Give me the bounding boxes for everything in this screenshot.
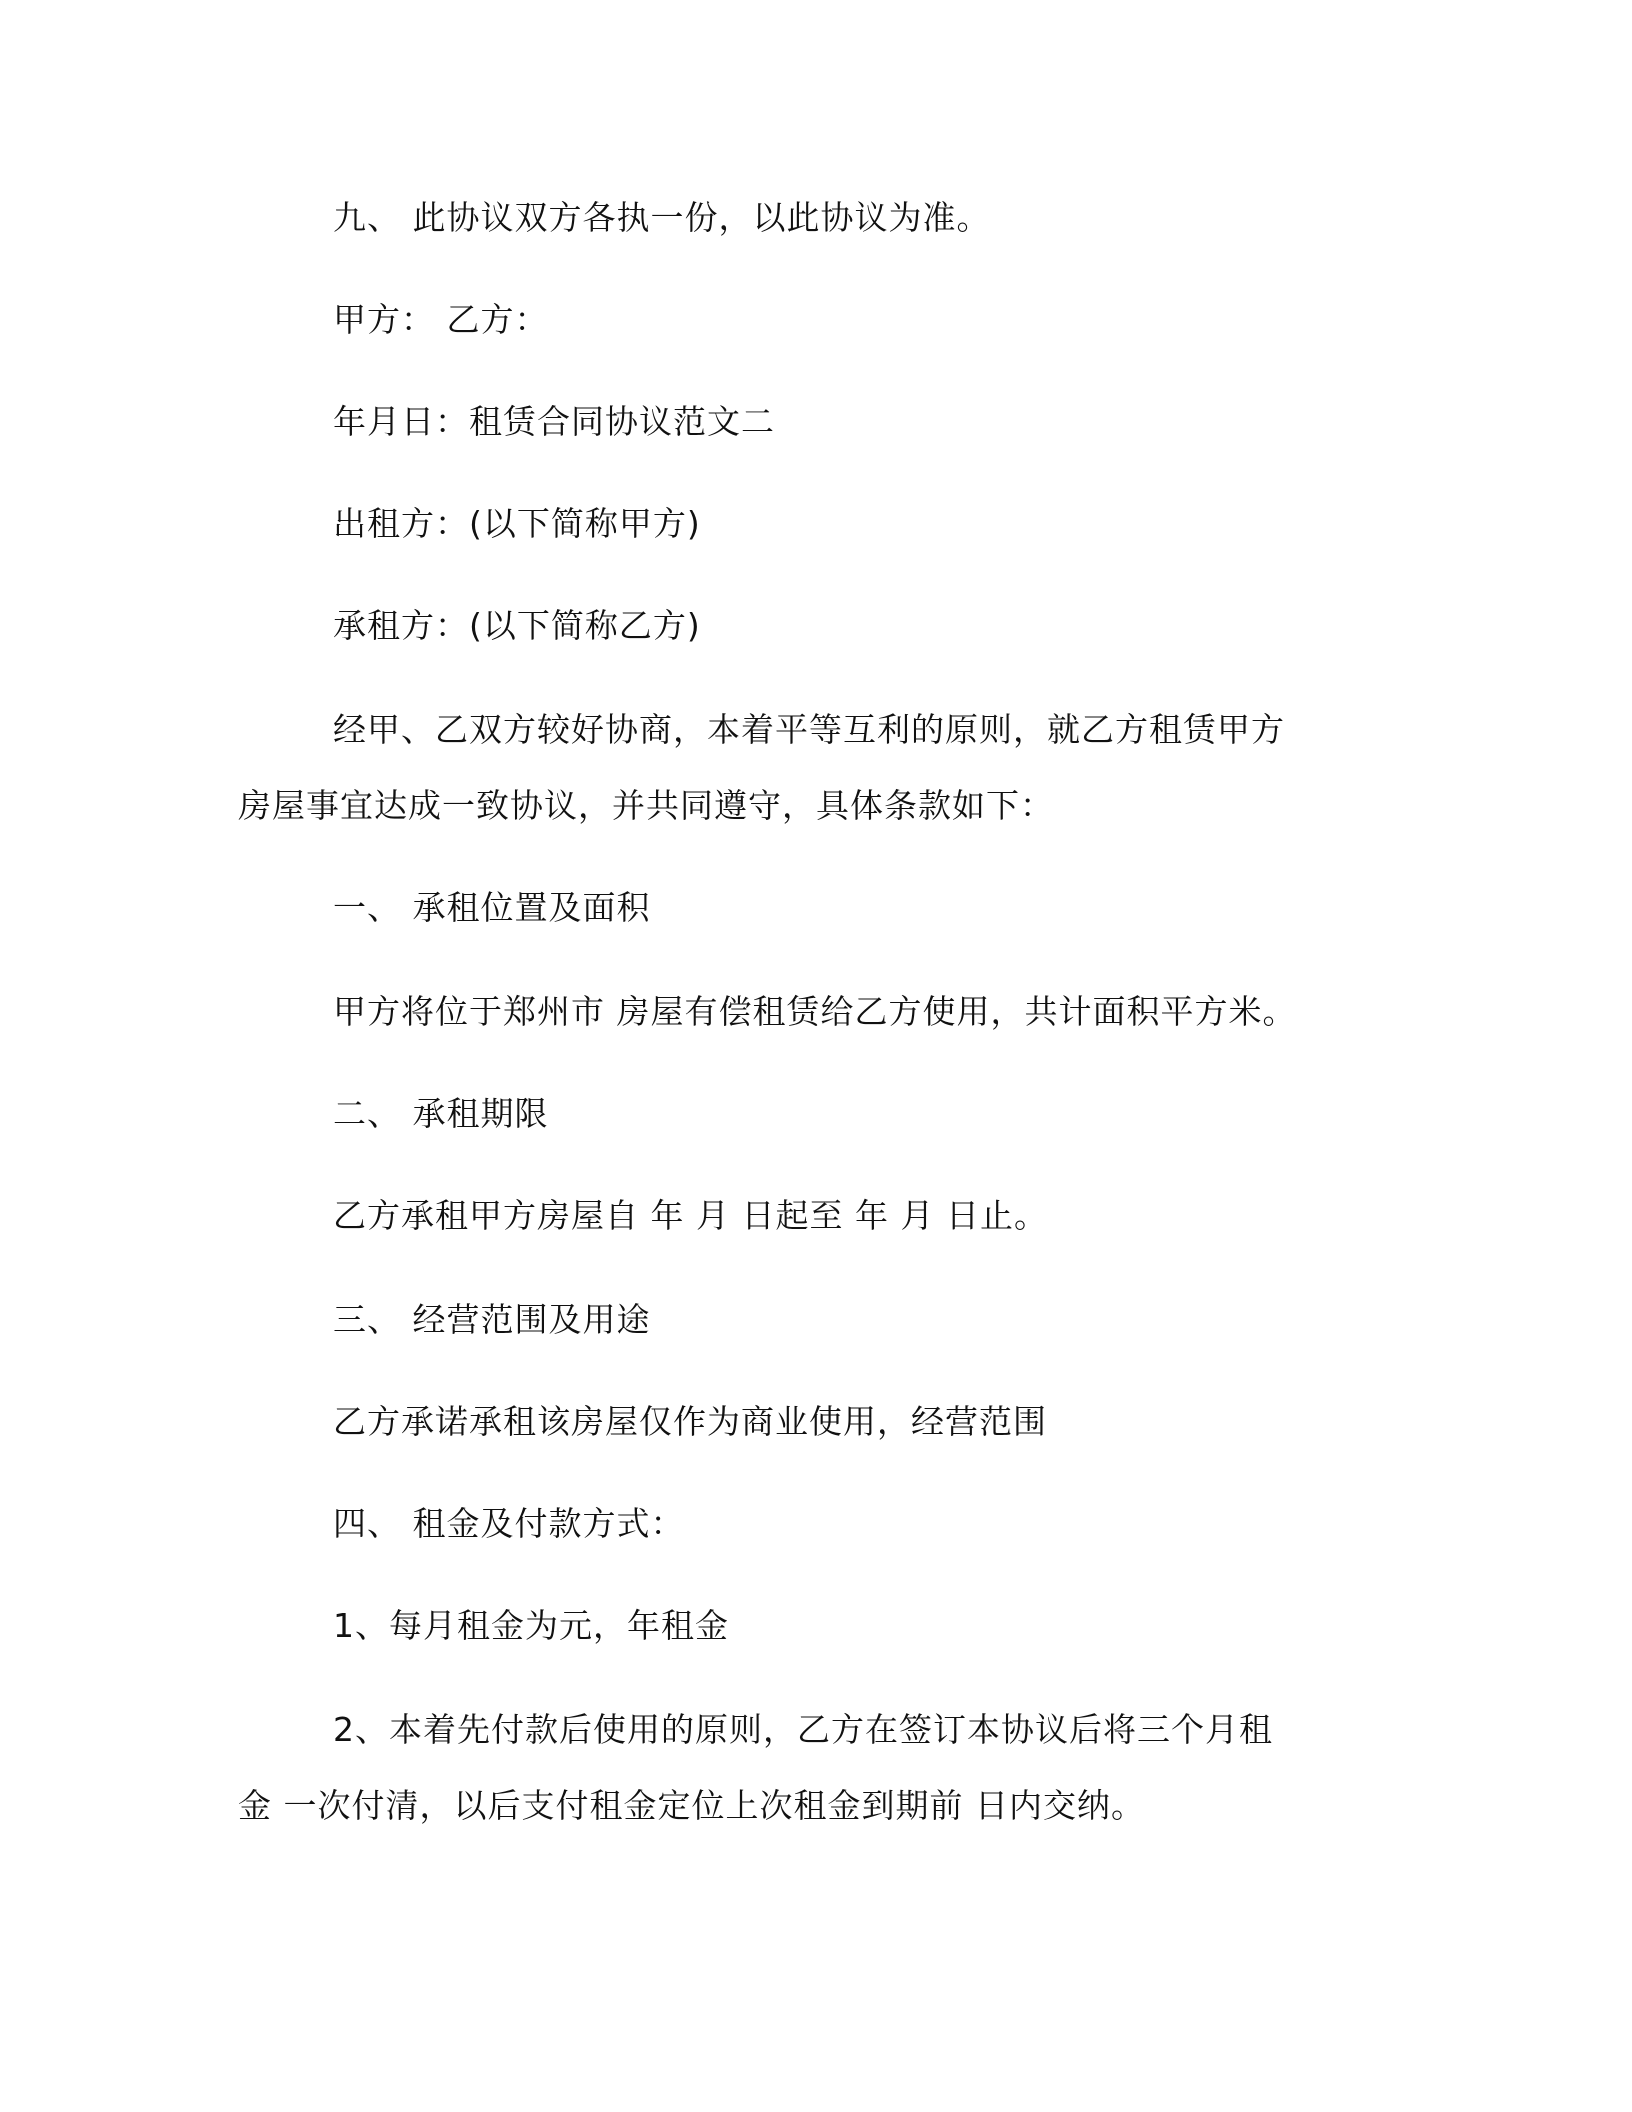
section-three-body: 乙方承诺承租该房屋仅作为商业使用，经营范围 (333, 1402, 1047, 1441)
section-four-item-2-line-1: 2、本着先付款后使用的原则，乙方在签订本协议后将三个月租 (333, 1710, 1273, 1749)
section-one-heading: 一、 承租位置及面积 (333, 888, 651, 927)
section-four-heading: 四、 租金及付款方式： (333, 1504, 685, 1543)
preamble-line-1: 经甲、乙双方较好协商，本着平等互利的原则，就乙方租赁甲方 (333, 710, 1285, 749)
section-one-body: 甲方将位于郑州市 房屋有偿租赁给乙方使用，共计面积平方米。 (333, 992, 1297, 1031)
preamble-line-2: 房屋事宜达成一致协议，并共同遵守，具体条款如下： (238, 786, 1054, 825)
lessee-line: 承租方：(以下简称乙方) (333, 606, 701, 645)
section-two-heading: 二、 承租期限 (333, 1094, 549, 1133)
lessor-line: 出租方：(以下简称甲方) (333, 504, 701, 543)
section-four-item-2-line-2: 金 一次付清，以后支付租金定位上次租金到期前 日内交纳。 (238, 1786, 1145, 1825)
clause-nine: 九、 此协议双方各执一份，以此协议为准。 (333, 198, 991, 237)
section-two-body: 乙方承租甲方房屋自 年 月 日起至 年 月 日止。 (333, 1196, 1048, 1235)
section-three-heading: 三、 经营范围及用途 (333, 1300, 651, 1339)
date-and-title: 年月日：租赁合同协议范文二 (333, 402, 775, 441)
party-signatures: 甲方： 乙方： (333, 300, 549, 339)
section-four-item-1: 1、每月租金为元，年租金 (333, 1606, 729, 1645)
